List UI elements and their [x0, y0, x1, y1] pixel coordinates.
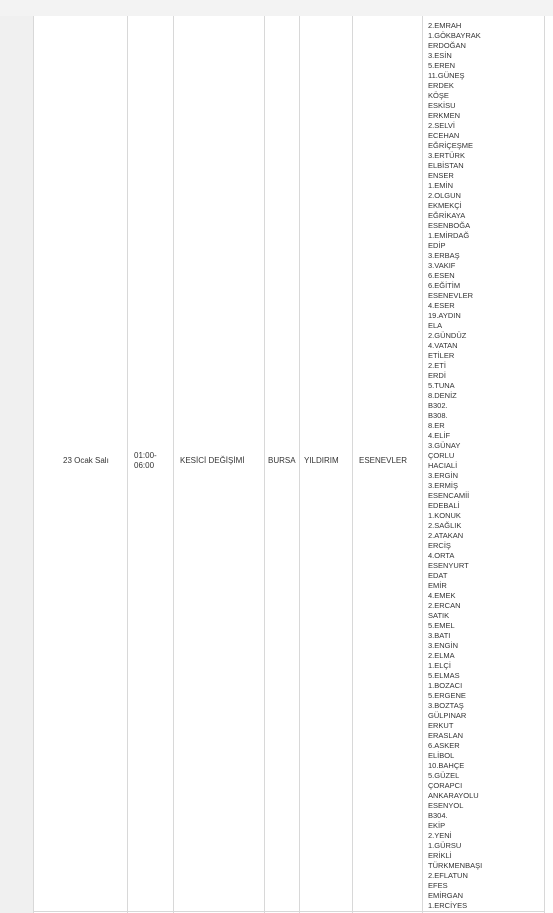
- street-item: ÇORLU: [428, 451, 455, 460]
- street-item: 2.EFLATUN: [428, 871, 468, 880]
- time-text: [134, 451, 157, 471]
- reason-cell: [174, 16, 265, 913]
- street-item: ESENYURT: [428, 561, 469, 570]
- row-divider: [33, 911, 545, 912]
- street-item: 2.ELMA: [428, 651, 455, 660]
- top-bar: [0, 0, 553, 16]
- street-item: EDEBALİ: [428, 501, 460, 510]
- time-start: 01:00-: [134, 451, 157, 460]
- street-item: ESENCAMİİ: [428, 491, 470, 500]
- street-item: 19.AYDIN: [428, 311, 461, 320]
- time-cell: [128, 16, 174, 913]
- street-item: EĞRİÇEŞME: [428, 141, 474, 150]
- street-item: 2.YENİ: [428, 831, 452, 840]
- street-item: EFES: [428, 881, 448, 890]
- street-item: 1.GÖKBAYRAK: [428, 31, 481, 40]
- street-item: 1.EMİN: [428, 181, 454, 190]
- street-item: ELBİSTAN: [428, 161, 464, 170]
- street-item: 2.ETİ: [428, 361, 446, 370]
- street-item: ELA: [428, 321, 443, 330]
- left-gutter: [0, 16, 33, 913]
- street-item: 5.ELMAS: [428, 671, 460, 680]
- street-item: 4.ESER: [428, 301, 455, 310]
- street-item: B302.: [428, 401, 448, 410]
- street-item: 4.ORTA: [428, 551, 455, 560]
- street-item: 6.EĞİTİM: [428, 281, 461, 290]
- street-item: 3.ESİN: [428, 51, 452, 60]
- street-item: SATIK: [428, 611, 450, 620]
- street-item: 2.EMRAH: [428, 21, 462, 30]
- neighborhood-cell: [353, 16, 423, 913]
- street-item: 5.TUNA: [428, 381, 455, 390]
- street-item: ERİKLİ: [428, 851, 452, 860]
- date-text: 23 Ocak Salı: [63, 456, 109, 465]
- street-item: 11.GÜNEŞ: [428, 71, 465, 80]
- street-item: 5.EMEL: [428, 621, 455, 630]
- street-item: 4.VATAN: [428, 341, 458, 350]
- street-item: 5.GÜZEL: [428, 771, 460, 780]
- street-item: ELİBOL: [428, 751, 455, 760]
- street-item: EDAT: [428, 571, 448, 580]
- street-item: ERDİ: [428, 371, 446, 380]
- street-item: ANKARAYOLU: [428, 791, 479, 800]
- street-item: ESENYOL: [428, 801, 464, 810]
- street-item: 3.ERGİN: [428, 471, 459, 480]
- street-item: EMİR: [428, 581, 447, 590]
- district-cell: [300, 16, 353, 913]
- street-item: 2.OLGUN: [428, 191, 461, 200]
- street-item: ESENBOĞA: [428, 221, 471, 230]
- street-item: 4.ELİF: [428, 431, 451, 440]
- street-item: 6.ASKER: [428, 741, 460, 750]
- date-cell: [34, 16, 128, 913]
- street-item: ESENEVLER: [428, 291, 474, 300]
- street-item: 2.ERCAN: [428, 601, 461, 610]
- outage-table-row: [33, 16, 545, 913]
- street-item: 3.ERTÜRK: [428, 151, 465, 160]
- street-item: 2.ATAKAN: [428, 531, 464, 540]
- street-item: 3.BOZTAŞ: [428, 701, 464, 710]
- district-text: YILDIRIM: [304, 456, 339, 465]
- street-item: 10.BAHÇE: [428, 761, 465, 770]
- street-item: 8.DENİZ: [428, 391, 457, 400]
- city-text: BURSA: [268, 456, 296, 465]
- street-item: ERDOĞAN: [428, 41, 466, 50]
- street-item: 2.SELVİ: [428, 121, 455, 130]
- street-item: ECEHAN: [428, 131, 460, 140]
- street-item: ERKUT: [428, 721, 454, 730]
- street-item: GÜLPINAR: [428, 711, 467, 720]
- street-item: B308.: [428, 411, 448, 420]
- street-item: ESKİSU: [428, 101, 456, 110]
- street-item: 3.VAKIF: [428, 261, 456, 270]
- street-item: HACIALİ: [428, 461, 458, 470]
- street-item: 3.BATI: [428, 631, 451, 640]
- streets-cell: [423, 16, 545, 913]
- city-cell: [265, 16, 300, 913]
- street-item: B304.: [428, 811, 448, 820]
- street-item: 3.ERBAŞ: [428, 251, 460, 260]
- street-item: ERCİŞ: [428, 541, 451, 550]
- street-item: ERASLAN: [428, 731, 464, 740]
- neighborhood-text: ESENEVLER: [359, 456, 408, 465]
- street-item: 3.GÜNAY: [428, 441, 461, 450]
- street-item: 1.BOZACI: [428, 681, 463, 690]
- street-item: KÖŞE: [428, 91, 449, 100]
- street-item: EĞRİKAYA: [428, 211, 466, 220]
- street-item: EDİP: [428, 241, 446, 250]
- reason-text: KESİCİ DEĞİŞİMİ: [180, 456, 245, 465]
- street-item: ERKMEN: [428, 111, 461, 120]
- street-item: 1.EMİRDAĞ: [428, 231, 470, 240]
- street-item: 1.ELÇİ: [428, 661, 451, 670]
- street-item: 3.ENGİN: [428, 641, 459, 650]
- street-item: EMİRGAN: [428, 891, 464, 900]
- street-item: ERDEK: [428, 81, 454, 90]
- street-item: 2.SAĞLIK: [428, 521, 462, 530]
- street-item: 8.ER: [428, 421, 445, 430]
- street-item: 1.GÜRSU: [428, 841, 462, 850]
- street-item: ENSER: [428, 171, 454, 180]
- street-item: ÇORAPCI: [428, 781, 463, 790]
- street-item: TÜRKMENBAŞI: [428, 861, 483, 870]
- time-end: 06:00: [134, 461, 155, 470]
- street-item: 3.ERMİŞ: [428, 481, 459, 490]
- street-item: EKİP: [428, 821, 446, 830]
- street-item: 2.GÜNDÜZ: [428, 331, 467, 340]
- street-item: 5.ERGENE: [428, 691, 466, 700]
- street-item: 5.EREN: [428, 61, 456, 70]
- street-item: 1.KONUK: [428, 511, 461, 520]
- street-item: 1.ERCİYES: [428, 901, 468, 910]
- street-item: 6.ESEN: [428, 271, 455, 280]
- street-list: [428, 21, 543, 911]
- street-item: 4.EMEK: [428, 591, 456, 600]
- street-item: EKMEKÇİ: [428, 201, 462, 210]
- street-item: ETİLER: [428, 351, 455, 360]
